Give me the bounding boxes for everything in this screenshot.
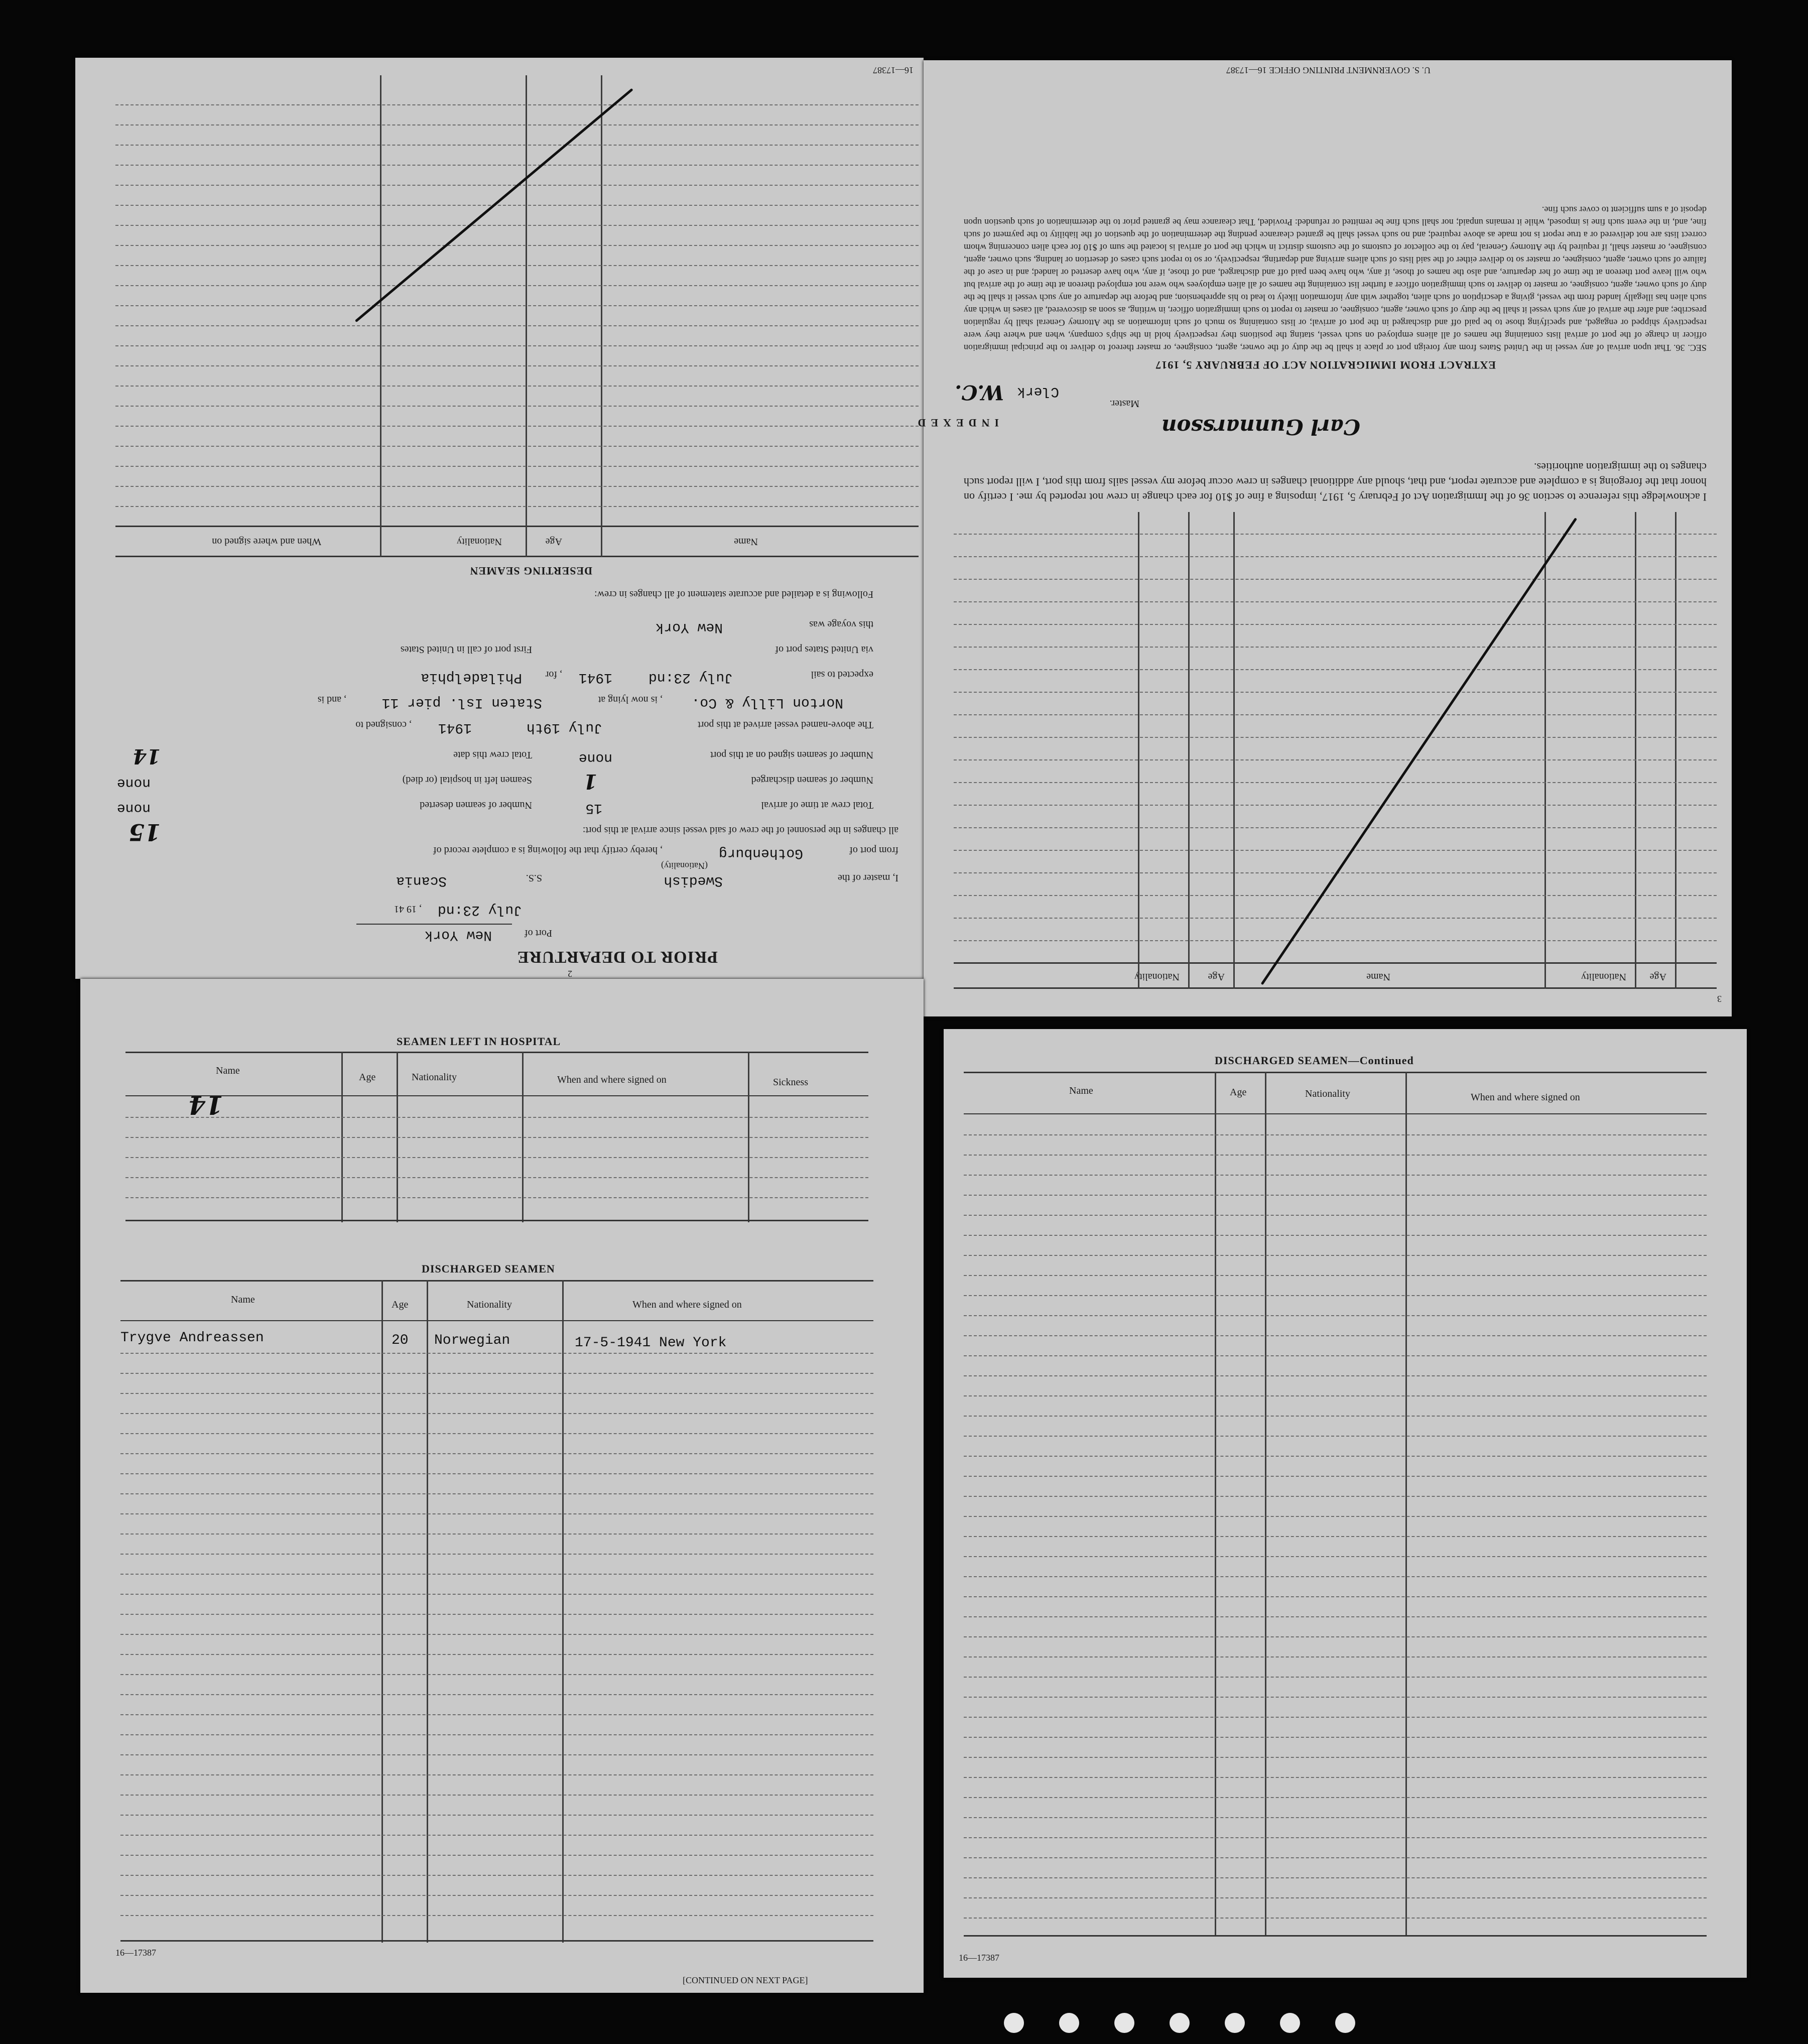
discharged-col-nationality: Nationality [467,1299,512,1310]
form-number: 16—17387 [873,65,914,75]
discharged-label: Number of seamen discharged [751,775,873,786]
arrived-year: 1941 [438,720,472,735]
total-now-label: Total crew this date [453,749,532,760]
discharged-col-when-where: When and where signed on [632,1299,742,1310]
acknowledge-text: I acknowledge this reference to section 36 of the Immigration Act of February 5, 1917, imposing a fine of $10 for each change in crew not reported by me. I certify on honor that the foregoing is a complete and accurate report, and that, should any additional changes in crew occur before my vessel sails from this port, I will report such changes to the immigration authorities. [964,461,1707,503]
from-port-value: Gothenburg [718,845,803,861]
destination-value: Philadelphia [421,670,522,685]
via-label: via United States port of [775,644,873,655]
deserting-col-nationality: Nationality [457,536,502,547]
clerk-initials: W.C. [955,380,1004,404]
top-right-sheet [913,60,1732,1016]
hospital-header: SEAMEN LEFT IN HOSPITAL [397,1035,561,1048]
indexed-label: INDEXED [913,417,999,429]
hospital-col-sickness: Sickness [773,1077,808,1088]
top-left-sheet [75,58,924,979]
first-port-value: New York [655,619,723,635]
arrived-value: July 19th [526,720,602,735]
master-label: Master. [1109,398,1139,409]
hospital-col-nationality: Nationality [412,1072,457,1083]
extract-header: EXTRACT FROM IMMIGRATION ACT OF FEBRUARY 5, 1917 [1155,359,1496,371]
top-left-sheet-content [75,58,924,979]
deserting-col-age: Age [545,536,562,547]
signature: Carl Gunnarsson [1161,415,1360,439]
deserting-col-when-where: When and where signed on [212,536,321,547]
page-number: 3 [1717,994,1722,1004]
right-col-name: Name [1366,971,1390,982]
bottom-left-sheet [80,979,924,1993]
discharged-signed-on: 17-5-1941 New York [575,1335,727,1351]
nationality-caption: (Nationality) [661,861,708,871]
consigned-label: , consigned to [355,719,412,730]
hospital-col-age: Age [359,1072,376,1083]
discharged-col-name: Name [231,1294,255,1305]
signed-value: none [578,750,612,765]
hospital-value: none [116,775,151,791]
right-col-nationality: Nationality [1581,971,1626,982]
discharged-nationality: Norwegian [434,1333,510,1348]
microfilm-marks [1004,2013,1355,2033]
continued-col-age: Age [1230,1087,1247,1098]
certify-text: , hereby certify that the following is a complete record of [433,845,663,856]
master-of-label: I, master of the [837,872,898,883]
discharged-continued-header: DISCHARGED SEAMEN—Continued [1215,1054,1414,1067]
changes-text: all changes in the personnel of the crew of said vessel since arrival at this port: [582,825,898,836]
hospital-col-when-where: When and where signed on [557,1074,667,1085]
prior-to-departure-heading: PRIOR TO DEPARTURE [516,948,718,966]
expected-label: expected to sail [811,669,873,680]
port-of-label: Port of [525,928,552,939]
date-value: July 23:nd [437,902,522,918]
hospital-stamp-number: 14 [188,1090,223,1120]
form-number: 16—17387 [959,1953,999,1963]
signed-label: Number of seamen signed on at this port [710,749,873,760]
discharged-header: DISCHARGED SEAMEN [422,1262,555,1275]
year-label: , 19 41 [394,904,422,915]
total-crew-label: Total crew at time of arrival [761,800,873,811]
ss-label: S.S. [526,872,542,883]
right-col-nationality-2: Nationality [1134,971,1180,982]
discharged-col-age: Age [392,1299,409,1310]
discharged-age: 20 [392,1333,409,1348]
nationality-value: Swedish [664,873,723,888]
cancel-stroke [1261,518,1577,985]
consignee-value: Norton Lilly & Co. [691,695,843,710]
arrived-label: The above-named vessel arrived at this port [698,719,873,730]
lying-at-value: Staten Isl. pier 11 [381,695,542,710]
first-port-label: First port of call in United States [400,644,532,655]
continued-col-when-where: When and where signed on [1471,1092,1580,1103]
deserted-label: Number of seamen deserted [420,800,532,811]
bottom-right-sheet [944,1029,1747,1978]
expected-year: 1941 [578,670,612,685]
hospital-label: Seamen left in hospital (or died) [402,775,532,786]
and-is-label: , and is [317,694,346,705]
continued-col-name: Name [1069,1085,1093,1096]
discharged-name: Trygve Andreassen [120,1330,264,1346]
continued-label: [CONTINUED ON NEXT PAGE] [683,1975,808,1985]
voyage-label: this voyage was [809,619,873,630]
form-number: 16—17387 [115,1948,156,1958]
right-col-age: Age [1649,971,1666,982]
deserting-seamen-header: DESERTING SEAMEN [469,565,592,577]
following-label: Following is a detailed and accurate statement of all changes in crew: [594,589,873,600]
from-port-label: from port of [849,845,898,856]
deserted-value: none [116,800,151,816]
clerk-label: Clerk [1016,384,1059,399]
top-right-sheet-content [913,60,1732,1016]
discharged-value: 1 [583,770,597,793]
deserting-col-name: Name [734,536,758,547]
hospital-col-name: Name [216,1065,240,1076]
port-value: New York [424,927,492,943]
continued-col-nationality: Nationality [1305,1088,1350,1099]
lying-label: , is now lying at [598,694,663,705]
page-number: 2 [568,969,572,979]
expected-value: July 23:nd [648,670,733,685]
vessel-value: Scania [396,873,447,888]
right-col-age-2: Age [1208,971,1225,982]
total-now-value: 14 [133,744,161,768]
for-label: , for [545,669,562,680]
print-office: U. S. GOVERNMENT PRINTING OFFICE 16—17387 [1226,65,1431,75]
total-crew-typed: 15 [585,800,602,816]
extract-text: SEC. 36. That upon arrival of any vessel in the United States from any foreign port or place it shall be the duty of the owner, agent, consignee, or master thereof to deliver to the principal immigration officer in charge of the port of arrival lists containing the names of all aliens employed on such vessel, stating the positions they respectively hold in the ship's company, when and where they were respectively shipped or engaged, and specifying those to be paid off and discharged in the port of arrival; or lists containing so much of such information as the Attorney General shall by regulation prescribe; and after the arrival of any such vessel it shall be the duty of such owner, agent, consignee, or master to report to such immigration officer, in writing, as soon as discovered, all cases in which any such alien has illegally landed from the vessel, giving a description of such alien, together with any information likely to lead to his apprehension; and before the departure of any such vessel it shall be the duty of such owner, agent, consignee, or master to deliver to such immigration officer a further list containing the names of all alien employees who were not employed thereon at the time of the arrival but who will leave port thereon at the time of her departure, and also the names of those, if any, who have been paid off and discharged, and of those, if any, who have deserted or landed; and in case of the failure of such owner, agent, consignee, or master so to deliver either of the said lists of such aliens arriving and departing, respectively, or so to report such cases of desertion or landing, such owner, agent, consignee, or master shall, if required by the Attorney General, pay to the collector of customs of the customs district in which the port of arrival is located the sum of $10 for each alien concerning whom correct lists are not delivered or a true report is not made as above required; and no such vessel shall be granted clearance pending the determination of the question of the liability to the payment of such fine, and, in the event such fine is imposed, while it remains unpaid; nor shall such fine be remitted or refunded: Provided, That clearance may be granted prior to the determination of such question upon deposit of a sum sufficient to cover such fine. [964,205,1707,353]
total-crew-value: 15 [128,819,161,846]
